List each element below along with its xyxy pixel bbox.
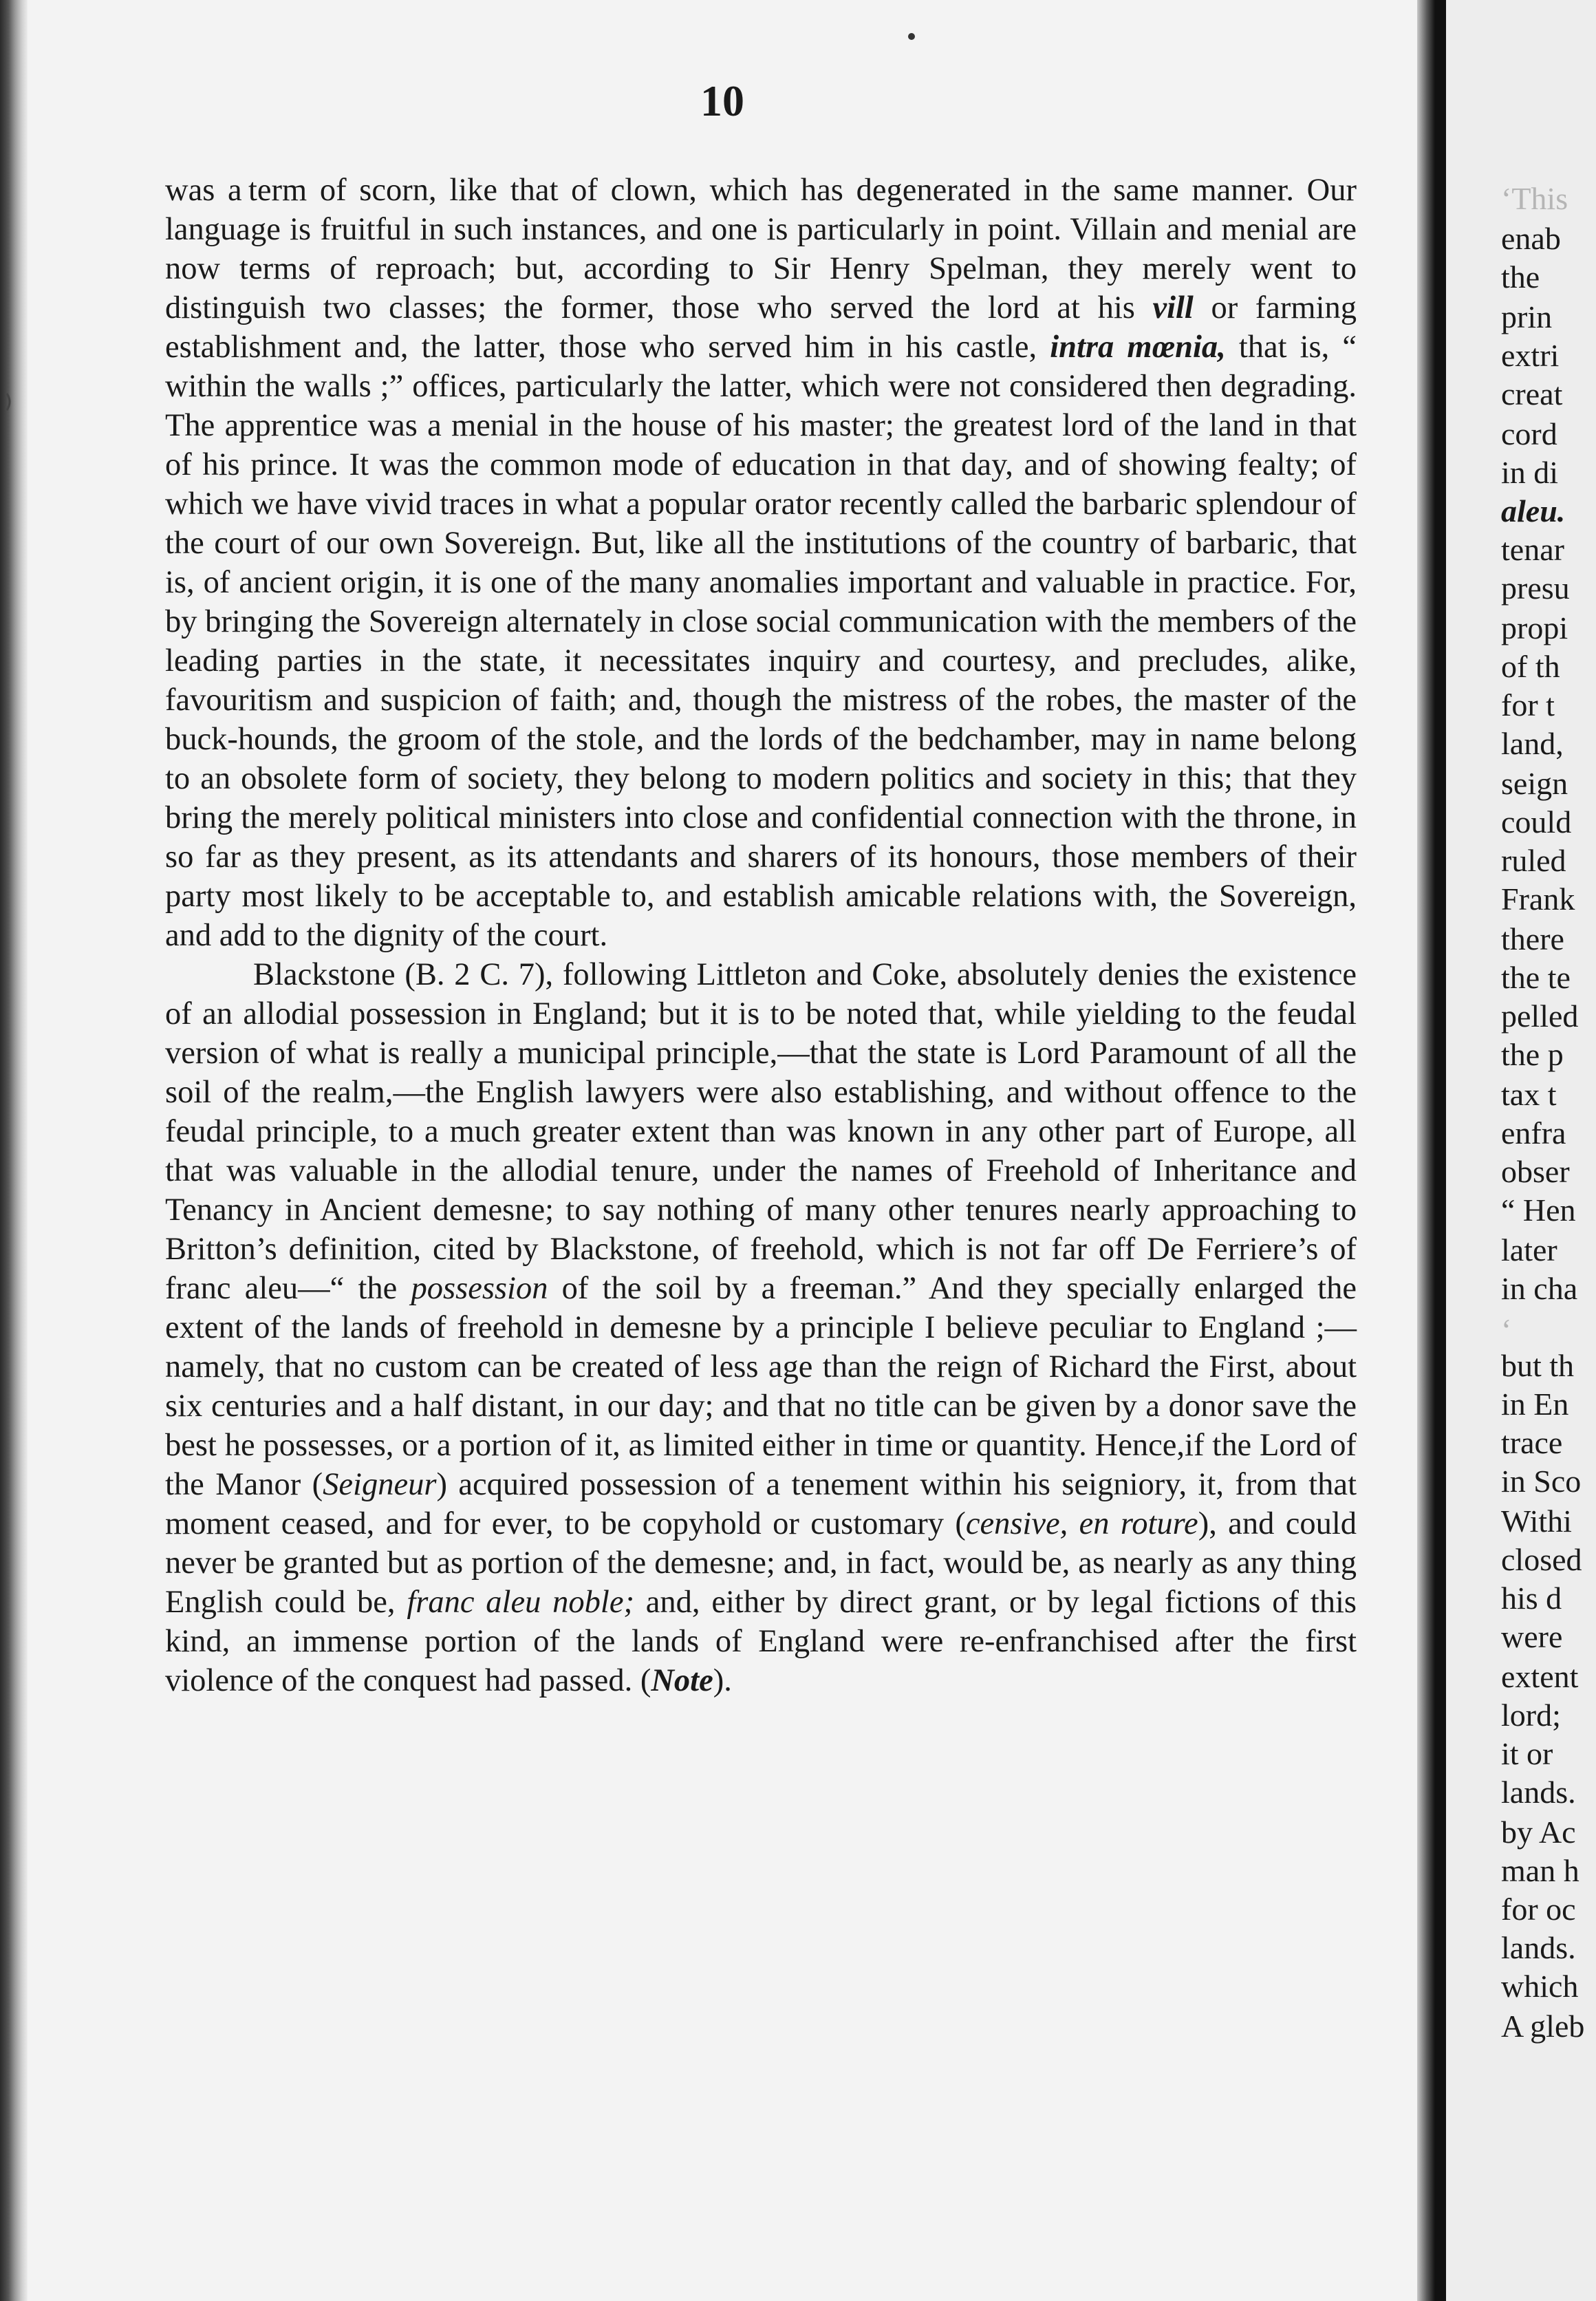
facing-page-line: lord; xyxy=(1501,1698,1561,1733)
facing-page-line: obser xyxy=(1501,1154,1570,1189)
facing-page-line: lands. xyxy=(1501,1930,1576,1965)
text-run: Blackstone (B. 2 C. 7), following Littleton and Coke, absolutely denies the existence of an allodial possession in England; but it is to be noted that, while yielding to the feudal version of what is really a municipal principle,—that the state is Lord Paramount of all the soil of the realm,—the English lawyers were also establishing, and without offence to the feudal principle, to a much greater extent than was known in any other part of Europe, all that was valuable in the allodial tenure, under the names of Freehold of Inheritance and Tenancy in Ancient demesne; to say nothing of many other tenures nearly approaching to Britton’s definition, cited by Blackstone, of freehold, which is not far off De Ferriere’s of franc aleu—“ the xyxy=(165,957,1357,1306)
facing-page-line: ruled xyxy=(1501,843,1566,878)
facing-page-line: his d xyxy=(1501,1581,1562,1616)
facing-page-line: propi xyxy=(1501,610,1568,645)
text-run: ). xyxy=(713,1663,732,1698)
facing-page-line: in Sco xyxy=(1501,1464,1582,1499)
facing-page-line: the te xyxy=(1501,960,1571,995)
facing-page-line: pelled xyxy=(1501,998,1579,1034)
facing-page-line: extent xyxy=(1501,1659,1579,1694)
facing-page-line: later xyxy=(1501,1232,1557,1267)
facing-page-line: could xyxy=(1501,804,1572,839)
facing-page-line: presu xyxy=(1501,570,1570,606)
emphasis-text: franc aleu noble; xyxy=(407,1585,634,1620)
facing-page-line: ‘This xyxy=(1501,181,1568,216)
facing-page-line: Frank xyxy=(1501,881,1575,917)
facing-page-line: closed xyxy=(1501,1542,1582,1577)
body-text xyxy=(165,171,1357,1700)
emphasis-text: Note xyxy=(651,1663,713,1698)
facing-page-line: cord xyxy=(1501,416,1557,451)
facing-page-line: there xyxy=(1501,921,1564,956)
facing-page-line: land, xyxy=(1501,726,1564,761)
facing-page-line: creat xyxy=(1501,376,1563,411)
facing-page-line: extri xyxy=(1501,338,1560,373)
facing-page-line: of th xyxy=(1501,649,1560,684)
ink-speck xyxy=(908,33,915,40)
facing-page-line: trace xyxy=(1501,1425,1563,1460)
facing-page-line: seign xyxy=(1501,766,1568,801)
facing-page-line: for oc xyxy=(1501,1892,1576,1927)
facing-page-line: were xyxy=(1501,1619,1563,1654)
emphasis-text: possession xyxy=(411,1271,548,1306)
facing-page-line: in di xyxy=(1501,455,1559,490)
page-number: 10 xyxy=(700,76,744,125)
facing-page-line: which xyxy=(1501,1969,1579,2004)
emphasis-text: Seigneur xyxy=(323,1467,437,1502)
facing-page-line: enab xyxy=(1501,221,1561,256)
text-run: that is, “ within the walls ;” offices, particularly the latter, which were not considered then degrading. The apprentice was a menial in the house of his master; the greatest lord of the land in that of his prince. It was the common mode of education in that day, and of showing fealty; of which we have vivid traces in what a popular orator recently called the barbaric splendour of the court of our own Sovereign. But, like all the institutions of the country of barbaric, that is, of ancient origin, it is one of the many anomalies important and valuable in practice. For, by bringing the Sovereign alternately in close social communication with the members of the leading parties in the state, it necessitates inquiry and courtesy, and precludes, alike, favouritism and suspicion of faith; and, though the mistress of the robes, the master of the buck-hounds, the groom of the stole, and the lords of the bedchamber, may in name belong to an obsolete form of society, they belong to modern politics and society in this; that they bring the merely political ministers into close and confidential connection with the throne, in so far as they present, as its attendants and sharers of its honours, those members of their party most likely to be acceptable to, and establish amicable relations with, the Sovereign, and add to the dignity of the court. xyxy=(165,330,1357,953)
text-run: and, either by direct grant, or by legal fictions of this kind, an immense portion of the lands of England were re-enfranchised after the first violence of the conquest had passed. ( xyxy=(165,1585,1357,1698)
text-run: ) acquired possession of a tenement within his seigniory, it, from that moment ceased, and for ever, to be copyhold or customary ( xyxy=(165,1467,1357,1541)
facing-page-line: in cha xyxy=(1501,1271,1578,1306)
text-run: was a term of scorn, like that of clown, which has degenerated in the same manner. Our language is fruitful in such instances, and one is particularly in point. Villain and menial are now terms of reproach; but, according to Sir Henry Spelman, they merely went to distinguish two classes; the former, those who served the lord at his xyxy=(165,173,1357,325)
emphasis-text: vill xyxy=(1152,290,1194,325)
facing-page-line: but th xyxy=(1501,1348,1575,1383)
left-binding-shadow xyxy=(0,0,28,2301)
text-run: ), and could never be granted but as portion of the demesne; and, in fact, would be, as nearly as any thing English could be, xyxy=(165,1506,1357,1620)
text-run: or farming establishment and, the latter, those who served him in his castle, xyxy=(165,290,1357,365)
facing-page-partial xyxy=(1446,0,1596,2301)
facing-page-line: A gleb xyxy=(1501,2009,1585,2044)
facing-page-line: man h xyxy=(1501,1853,1579,1888)
facing-page-line: Withi xyxy=(1501,1503,1572,1539)
paragraph xyxy=(165,955,1357,1700)
emphasis-text: intra mœnia, xyxy=(1050,330,1226,365)
facing-page-line: lands. xyxy=(1501,1775,1576,1810)
facing-page-line: the xyxy=(1501,259,1540,295)
facing-page-line: tax t xyxy=(1501,1077,1557,1112)
facing-page-line: prin xyxy=(1501,299,1553,334)
facing-page-line: tenar xyxy=(1501,532,1564,567)
facing-page-line: “ Hen xyxy=(1501,1192,1576,1228)
facing-page-line: by Ac xyxy=(1501,1815,1576,1850)
facing-page-line: it or xyxy=(1501,1736,1553,1771)
facing-page-line: for t xyxy=(1501,687,1555,723)
facing-page-line: the p xyxy=(1501,1037,1564,1072)
text-run: of the soil by a freeman.” And they specially enlarged the extent of the lands of freehold in demesne by a principle I believe peculiar to England ;—namely, that no custom can be created of less age than the reign of Richard the First, about six centuries and a half distant, in our day; and that no title can be given by a donor save the best he possesses, or a portion of it, as limited either in time or quantity. Hence,if the Lord of the Manor ( xyxy=(165,1271,1357,1502)
facing-page-line: aleu. xyxy=(1501,493,1566,528)
facing-page-line: in En xyxy=(1501,1387,1569,1422)
paragraph xyxy=(165,171,1357,955)
facing-page-line: enfra xyxy=(1501,1115,1566,1150)
page-gutter-shadow xyxy=(1417,0,1446,2301)
book-page xyxy=(28,0,1417,2301)
margin-mark xyxy=(4,392,14,411)
facing-page-line: ‘ xyxy=(1501,1312,1512,1347)
emphasis-text: censive, en roture xyxy=(965,1506,1198,1541)
